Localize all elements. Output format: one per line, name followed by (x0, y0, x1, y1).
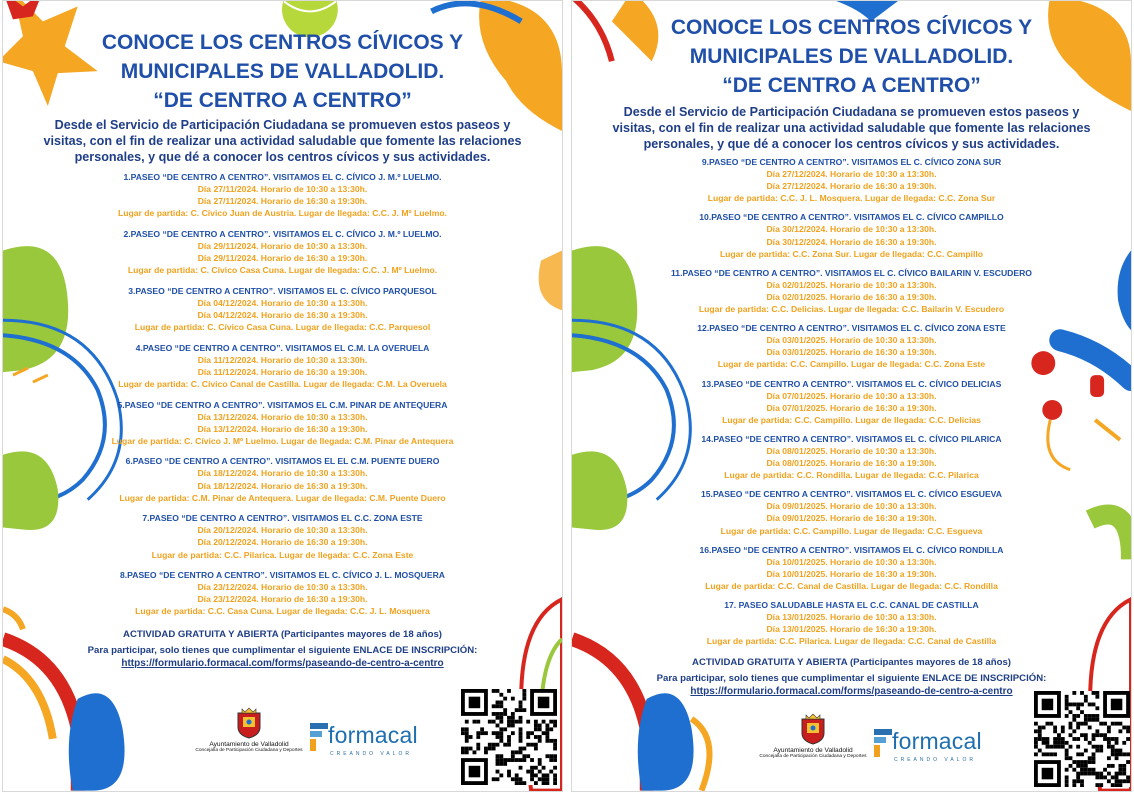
walk-heading: 6.PASEO “DE CENTRO A CENTRO”. VISITAMOS EL EL C.M. PUENTE DUERO (125, 456, 440, 467)
registration-instruction: Para participar, solo tienes que cumplimentar el siguiente ENLACE DE INSCRIPCIÓN: (87, 645, 478, 656)
ayuntamiento-name: Ayuntamiento de Valladolid (209, 741, 289, 748)
free-activity-note: ACTIVIDAD GRATUITA Y ABIERTA (Participantes mayores de 18 años) (692, 657, 1011, 668)
walk-heading: 3.PASEO “DE CENTRO A CENTRO”. VISITAMOS EL C. CÍVICO PARQUESOL (128, 285, 437, 296)
walk-route: Lugar de partida: C. Cívico Casa Cuna. Lugar de llegada: C.C. Parquesol (134, 322, 431, 333)
ayuntamiento-name: Ayuntamiento de Valladolid (773, 747, 853, 754)
title-line: CONOCE LOS CENTROS CÍVICOS Y (670, 16, 1033, 39)
poster-title (23, 28, 542, 115)
walk-morning-schedule: Día 20/12/2024. Horario de 10:30 a 13:30h. (197, 525, 368, 536)
walk-afternoon-schedule: Día 03/01/2025. Horario de 16:30 a 19:30h. (766, 347, 937, 358)
registration-link[interactable]: https://formulario.formacal.com/forms/paseando-de-centro-a-centro (121, 658, 444, 669)
walk-heading: 7.PASEO “DE CENTRO A CENTRO”. VISITAMOS EL C.C. ZONA ESTE (142, 513, 423, 524)
walk-route: Lugar de partida: C. Cívico Canal de Castilla. Lugar de llegada: C.M. La Overuela (118, 378, 447, 389)
walk-morning-schedule: Día 13/12/2024. Horario de 10:30 a 13:30h. (197, 411, 368, 422)
walk-item (632, 599, 1071, 647)
logos-block (188, 707, 420, 769)
poster-page-2 (571, 0, 1132, 792)
walk-afternoon-schedule: Día 30/12/2024. Horario de 16:30 a 19:30h. (766, 236, 937, 247)
walk-afternoon-schedule: Día 09/01/2025. Horario de 16:30 a 19:30h. (766, 513, 937, 524)
walk-morning-schedule: Día 08/01/2025. Horario de 10:30 a 13:30h. (766, 445, 937, 456)
intro-line: Desde el Servicio de Participación Ciudadana se promueven estos paseos y (623, 105, 1080, 119)
registration-link[interactable]: https://formulario.formacal.com/forms/paseando-de-centro-a-centro (690, 686, 1013, 697)
intro-paragraph (586, 104, 1117, 152)
walk-morning-schedule: Día 09/01/2025. Horario de 10:30 a 13:30h. (766, 501, 937, 512)
walk-route: Lugar de partida: C.C. Rondilla. Lugar de llegada: C.C. Pilarica (724, 470, 979, 481)
qr-code[interactable] (1034, 691, 1130, 787)
formacal-mark-icon (310, 723, 330, 751)
intro-line: personales, y que dé a conocer los centros cívicos y sus actividades. (74, 150, 491, 164)
walk-route: Lugar de partida: C.C. Zona Sur. Lugar de llegada: C.C. Campillo (719, 248, 984, 259)
walk-afternoon-schedule: Día 10/01/2025. Horario de 16:30 a 19:30h. (766, 568, 937, 579)
walk-item (73, 569, 492, 617)
formacal-logo (310, 707, 420, 767)
walk-heading: 2.PASEO “DE CENTRO A CENTRO”. VISITAMOS EL C. CÍVICO J. M.º LUELMO. (123, 228, 442, 239)
walk-morning-schedule: Día 30/12/2024. Horario de 10:30 a 13:30h. (766, 224, 937, 235)
walk-heading: 10.PASEO “DE CENTRO A CENTRO”. VISITAMOS EL C. CÍVICO CAMPILLO (699, 212, 1004, 223)
walk-item (632, 267, 1071, 315)
walk-afternoon-schedule: Día 20/12/2024. Horario de 16:30 a 19:30h. (197, 537, 368, 548)
walk-heading: 9.PASEO “DE CENTRO A CENTRO”. VISITAMOS EL C. CÍVICO ZONA SUR (701, 157, 1002, 167)
walk-afternoon-schedule: Día 11/12/2024. Horario de 16:30 a 19:30h. (197, 366, 368, 377)
walk-item (632, 378, 1071, 426)
footer-info (43, 628, 522, 671)
walk-heading: 1.PASEO “DE CENTRO A CENTRO”. VISITAMOS EL C. CÍVICO J. M.º LUELMO. (123, 172, 442, 182)
walk-item (73, 228, 492, 276)
walk-morning-schedule: Día 18/12/2024. Horario de 10:30 a 13:30h. (197, 468, 368, 479)
registration-instruction: Para participar, solo tienes que cumplimentar el siguiente ENLACE DE INSCRIPCIÓN: (656, 673, 1047, 684)
walk-route: Lugar de partida: C.M. Pinar de Antequera. Lugar de llegada: C.M. Puente Duero (119, 492, 446, 503)
intro-line: personales, y que dé a conocer los centros cívicos y sus actividades. (643, 137, 1060, 151)
walk-afternoon-schedule: Día 04/12/2024. Horario de 16:30 a 19:30h. (197, 309, 368, 320)
walk-route: Lugar de partida: C. Cívico J. Mº Luelmo. Lugar de llegada: C.M. Pinar de Antequera (111, 435, 454, 446)
walk-morning-schedule: Día 27/11/2024. Horario de 10:30 a 13:30h. (197, 184, 368, 195)
walk-route: Lugar de partida: C.C. J. L. Mosquera. Lugar de llegada: C.C. Zona Sur (707, 193, 996, 204)
walk-afternoon-schedule: Día 23/12/2024. Horario de 16:30 a 19:30h. (197, 594, 368, 605)
walk-afternoon-schedule: Día 08/01/2025. Horario de 16:30 a 19:30h. (766, 458, 937, 469)
walk-heading: 15.PASEO “DE CENTRO A CENTRO”. VISITAMOS EL C. CÍVICO ESGUEVA (701, 489, 1002, 500)
concejalia-name: Concejalía de Participación Ciudadana y Deportes (759, 754, 867, 759)
walk-item (632, 544, 1071, 592)
walk-afternoon-schedule: Día 18/12/2024. Horario de 16:30 a 19:30h. (197, 480, 368, 491)
walk-afternoon-schedule: Día 29/11/2024. Horario de 16:30 a 19:30h. (197, 253, 368, 264)
formacal-tagline: CREANDO VALOR (894, 757, 976, 763)
walk-heading: 14.PASEO “DE CENTRO A CENTRO”. VISITAMOS EL C. CÍVICO PILARICA (701, 433, 1002, 444)
walk-route: Lugar de partida: C.C. Pilarica. Lugar de llegada: C.C. Canal de Castilla (706, 636, 997, 647)
walk-route: Lugar de partida: C. Cívico Juan de Austria. Lugar de llegada: C.C. J. Mº Luelmo. (118, 208, 447, 219)
walk-item (73, 171, 492, 219)
walk-morning-schedule: Día 10/01/2025. Horario de 10:30 a 13:30h. (766, 556, 937, 567)
footer-info (602, 656, 1101, 699)
walk-item (632, 433, 1071, 481)
walk-item (73, 512, 492, 560)
formacal-wordmark: formacal (328, 722, 418, 748)
walk-afternoon-schedule: Día 02/01/2025. Horario de 16:30 a 19:30h. (766, 291, 937, 302)
page-2-content (572, 1, 1131, 791)
walk-item (632, 322, 1071, 370)
walk-morning-schedule: Día 11/12/2024. Horario de 10:30 a 13:30h. (197, 354, 368, 365)
formacal-wordmark: formacal (892, 728, 982, 754)
formacal-mark-icon (874, 729, 894, 757)
concejalia-name: Concejalía de Participación Ciudadana y Deportes (195, 748, 303, 753)
walk-morning-schedule: Día 04/12/2024. Horario de 10:30 a 13:30h. (197, 297, 368, 308)
walk-afternoon-schedule: Día 13/12/2024. Horario de 16:30 a 19:30h. (197, 423, 368, 434)
ayuntamiento-logo (752, 713, 874, 773)
free-activity-note: ACTIVIDAD GRATUITA Y ABIERTA (Participantes mayores de 18 años) (123, 629, 442, 640)
walk-heading: 13.PASEO “DE CENTRO A CENTRO”. VISITAMOS EL C. CÍVICO DELICIAS (701, 378, 1002, 389)
intro-line: visitas, con el fin de realizar una actividad saludable que fomente las relaciones (612, 121, 1091, 135)
walk-afternoon-schedule: Día 07/01/2025. Horario de 16:30 a 19:30h. (766, 402, 937, 413)
walk-route: Lugar de partida: C.C. Pilarica. Lugar de llegada: C.C. Zona Este (151, 549, 414, 560)
walk-heading: 8.PASEO “DE CENTRO A CENTRO”. VISITAMOS EL C. CÍVICO J. L. MOSQUERA (119, 570, 445, 581)
walk-morning-schedule: Día 13/01/2025. Horario de 10:30 a 13:30h. (766, 612, 937, 623)
walk-item (632, 488, 1071, 536)
title-line: MUNICIPALES DE VALLADOLID. (120, 60, 445, 83)
walk-morning-schedule: Día 23/12/2024. Horario de 10:30 a 13:30h. (197, 582, 368, 593)
walk-item (632, 156, 1071, 204)
intro-line: Desde el Servicio de Participación Ciudadana se promueven estos paseos y (54, 118, 511, 132)
walk-heading: 12.PASEO “DE CENTRO A CENTRO”. VISITAMOS EL C. CÍVICO ZONA ESTE (697, 323, 1006, 334)
walk-list (632, 156, 1071, 647)
walk-afternoon-schedule: Día 27/12/2024. Horario de 16:30 a 19:30h. (766, 181, 937, 192)
walk-route: Lugar de partida: C.C. Campillo. Lugar de llegada: C.C. Esgueva (720, 525, 983, 536)
walk-item (73, 399, 492, 447)
walk-route: Lugar de partida: C.C. Campillo. Lugar de llegada: C.C. Zona Este (717, 359, 986, 370)
walk-route: Lugar de partida: C.C. Canal de Castilla. Lugar de llegada: C.C. Rondilla (705, 580, 998, 591)
walk-item (73, 342, 492, 390)
formacal-tagline: CREANDO VALOR (330, 751, 412, 757)
logos-block (752, 713, 984, 775)
walk-morning-schedule: Día 07/01/2025. Horario de 10:30 a 13:30h. (766, 390, 937, 401)
walk-route: Lugar de partida: C.C. Campillo. Lugar de llegada: C.C. Delicias (722, 414, 981, 425)
walk-heading: 11.PASEO “DE CENTRO A CENTRO”. VISITAMOS EL C. CÍVICO BAILARIN V. ESCUDERO (671, 267, 1032, 278)
intro-paragraph (17, 117, 548, 165)
walk-morning-schedule: Día 27/12/2024. Horario de 10:30 a 13:30h. (766, 169, 937, 180)
poster-title (592, 13, 1111, 100)
walk-heading: 16.PASEO “DE CENTRO A CENTRO”. VISITAMOS EL C. CÍVICO RONDILLA (699, 544, 1004, 555)
formacal-logo (874, 713, 984, 773)
walk-route: Lugar de partida: C. Cívico Casa Cuna. Lugar de llegada: C.C. J. Mº Luelmo. (127, 265, 438, 276)
poster-page-1 (2, 0, 563, 792)
valladolid-crest-icon (798, 713, 828, 745)
qr-code[interactable] (461, 689, 557, 785)
walk-item (73, 285, 492, 333)
title-line: “DE CENTRO A CENTRO” (153, 89, 412, 112)
walk-afternoon-schedule: Día 27/11/2024. Horario de 16:30 a 19:30h. (197, 196, 368, 207)
walk-item (73, 455, 492, 503)
walk-morning-schedule: Día 03/01/2025. Horario de 10:30 a 13:30h. (766, 335, 937, 346)
walk-item (632, 211, 1071, 259)
valladolid-crest-icon (234, 707, 264, 739)
walk-morning-schedule: Día 02/01/2025. Horario de 10:30 a 13:30h. (766, 279, 937, 290)
title-line: MUNICIPALES DE VALLADOLID. (689, 45, 1014, 68)
ayuntamiento-logo (188, 707, 310, 767)
walk-morning-schedule: Día 29/11/2024. Horario de 10:30 a 13:30h. (197, 240, 368, 251)
walk-route: Lugar de partida: C.C. Casa Cuna. Lugar de llegada: C.C. J. L. Mosquera (135, 606, 430, 617)
walk-afternoon-schedule: Día 13/01/2025. Horario de 16:30 a 19:30h. (766, 624, 937, 635)
walk-route: Lugar de partida: C.C. Delicias. Lugar de llegada: C.C. Bailarin V. Escudero (698, 304, 1005, 315)
walk-heading: 5.PASEO “DE CENTRO A CENTRO”. VISITAMOS EL C.M. PINAR DE ANTEQUERA (117, 399, 448, 410)
title-line: CONOCE LOS CENTROS CÍVICOS Y (101, 31, 464, 54)
intro-line: visitas, con el fin de realizar una actividad saludable que fomente las relaciones (43, 134, 522, 148)
walk-heading: 4.PASEO “DE CENTRO A CENTRO”. VISITAMOS EL C.M. LA OVERUELA (135, 342, 430, 353)
page-1-content (3, 1, 562, 791)
walk-heading: 17. PASEO SALUDABLE HASTA EL C.C. CANAL DE CASTILLA (724, 600, 979, 610)
title-line: “DE CENTRO A CENTRO” (722, 74, 981, 97)
walk-list (73, 171, 492, 618)
